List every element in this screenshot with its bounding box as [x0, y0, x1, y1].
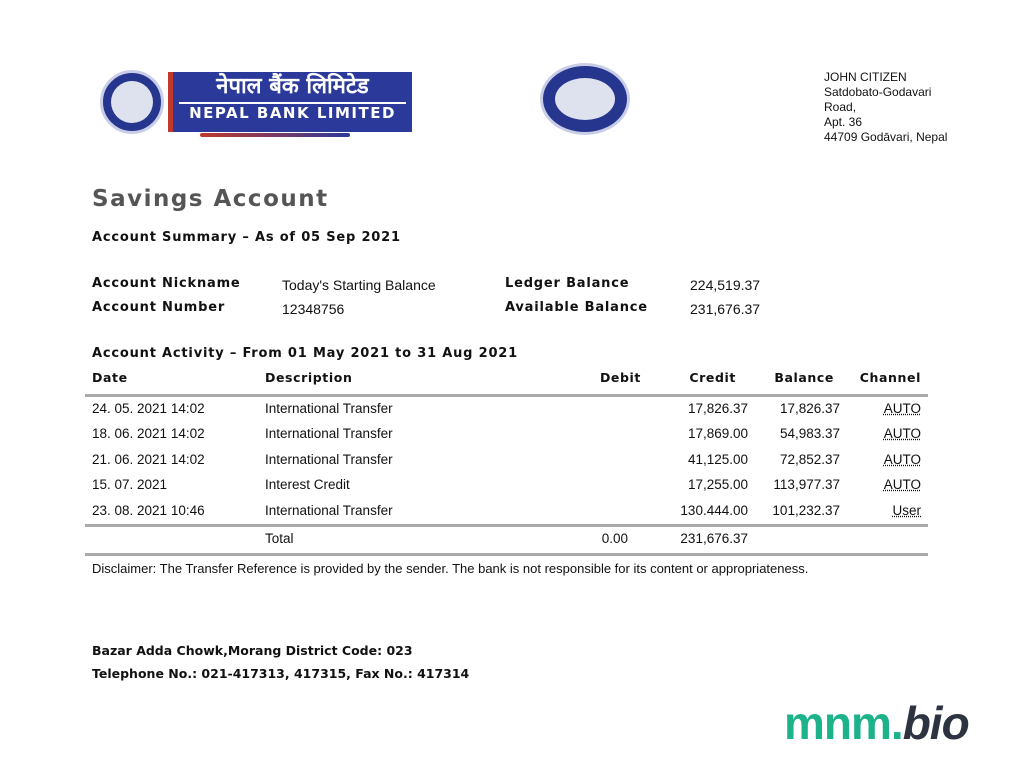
channel-cell: AUTO: [883, 477, 921, 492]
channel-cell: User: [892, 502, 921, 518]
ledger-balance-value: 224,519.37: [690, 277, 761, 293]
customer-address: [824, 70, 947, 145]
description-cell: International Transfer: [265, 502, 393, 518]
table-row: [85, 473, 928, 499]
account-number-label: Account Number: [92, 300, 226, 315]
channel-cell: AUTO: [883, 400, 921, 416]
col-date: Date: [92, 370, 128, 385]
description-cell: International Transfer: [265, 426, 393, 441]
address-line: Apt. 36: [824, 115, 863, 129]
col-channel: Channel: [859, 370, 921, 385]
total-credit: 231,676.37: [680, 531, 748, 546]
table-row: [85, 499, 928, 525]
watermark-logo: [784, 696, 969, 750]
watermark-part2: bio: [902, 697, 969, 749]
balance-cell: 54,983.37: [779, 426, 840, 441]
date-cell: 15. 07. 2021: [92, 477, 168, 492]
col-description: Description: [265, 370, 353, 385]
col-balance: Balance: [774, 370, 834, 385]
logo-english: NEPAL BANK LIMITED: [179, 102, 406, 122]
watermark-part1: mnm.: [784, 697, 903, 749]
col-credit: Credit: [689, 370, 736, 385]
date-cell: 23. 08. 2021 10:46: [92, 502, 205, 518]
address-line: 44709 Godāvari, Nepal: [824, 130, 948, 144]
channel-cell: AUTO: [883, 426, 921, 441]
nickname-value: Today's Starting Balance: [282, 277, 436, 293]
bank-seal-left: [100, 70, 164, 134]
disclaimer: Disclaimer: The Transfer Reference is provided by the sender. The bank is not responsible for its content or appropriateness.: [92, 561, 809, 576]
footer-contact: Telephone No.: 021-417313, 417315, Fax No.: 417314: [92, 666, 470, 681]
credit-cell: 17,826.37: [687, 400, 748, 416]
balance-cell: 72,852.37: [779, 451, 840, 467]
description-cell: International Transfer: [265, 400, 393, 416]
nickname-label: Account Nickname: [92, 276, 241, 291]
credit-cell: 17,869.00: [687, 426, 748, 441]
address-line: Satdobato-Godavari: [824, 85, 932, 99]
table-row: [85, 397, 928, 423]
total-label: Total: [265, 531, 294, 546]
col-debit: Debit: [599, 370, 641, 385]
bank-seal-center: [540, 63, 630, 135]
description-cell: International Transfer: [265, 451, 393, 467]
balance-cell: 101,232.37: [772, 502, 840, 518]
logo-nepali: नेपाल बैंक लिमिटेड: [216, 74, 369, 99]
date-cell: 24. 05. 2021 14:02: [92, 400, 205, 416]
account-number-value: 12348756: [282, 301, 345, 317]
table-header: [85, 368, 928, 394]
address-line: Road,: [824, 100, 857, 114]
channel-cell: AUTO: [883, 451, 921, 467]
date-cell: 21. 06. 2021 14:02: [92, 451, 205, 467]
credit-cell: 130.444.00: [680, 502, 748, 518]
table-row: [85, 422, 928, 448]
available-balance-value: 231,676.37: [690, 301, 761, 317]
table-row: [85, 448, 928, 474]
logo-swoosh: [200, 133, 350, 137]
divider: [85, 553, 928, 556]
total-row: [85, 527, 928, 553]
credit-cell: 41,125.00: [687, 451, 748, 467]
ledger-balance-label: Ledger Balance: [505, 276, 630, 291]
balance-cell: 17,826.37: [779, 400, 840, 416]
customer-name: JOHN CITIZEN: [824, 70, 907, 84]
balance-cell: 113,977.37: [773, 477, 840, 492]
activity-table: [85, 368, 928, 556]
credit-cell: 17,255.00: [687, 477, 748, 492]
summary-heading: Account Summary – As of 05 Sep 2021: [92, 230, 401, 245]
bank-logo: [168, 72, 412, 132]
footer-address: Bazar Adda Chowk,Morang District Code: 023: [92, 643, 413, 658]
activity-heading: Account Activity – From 01 May 2021 to 31 Aug 2021: [92, 346, 518, 361]
page-title: Savings Account: [92, 186, 329, 212]
total-debit: 0.00: [601, 531, 628, 546]
available-balance-label: Available Balance: [505, 300, 648, 315]
description-cell: Interest Credit: [265, 477, 350, 492]
date-cell: 18. 06. 2021 14:02: [92, 426, 205, 441]
